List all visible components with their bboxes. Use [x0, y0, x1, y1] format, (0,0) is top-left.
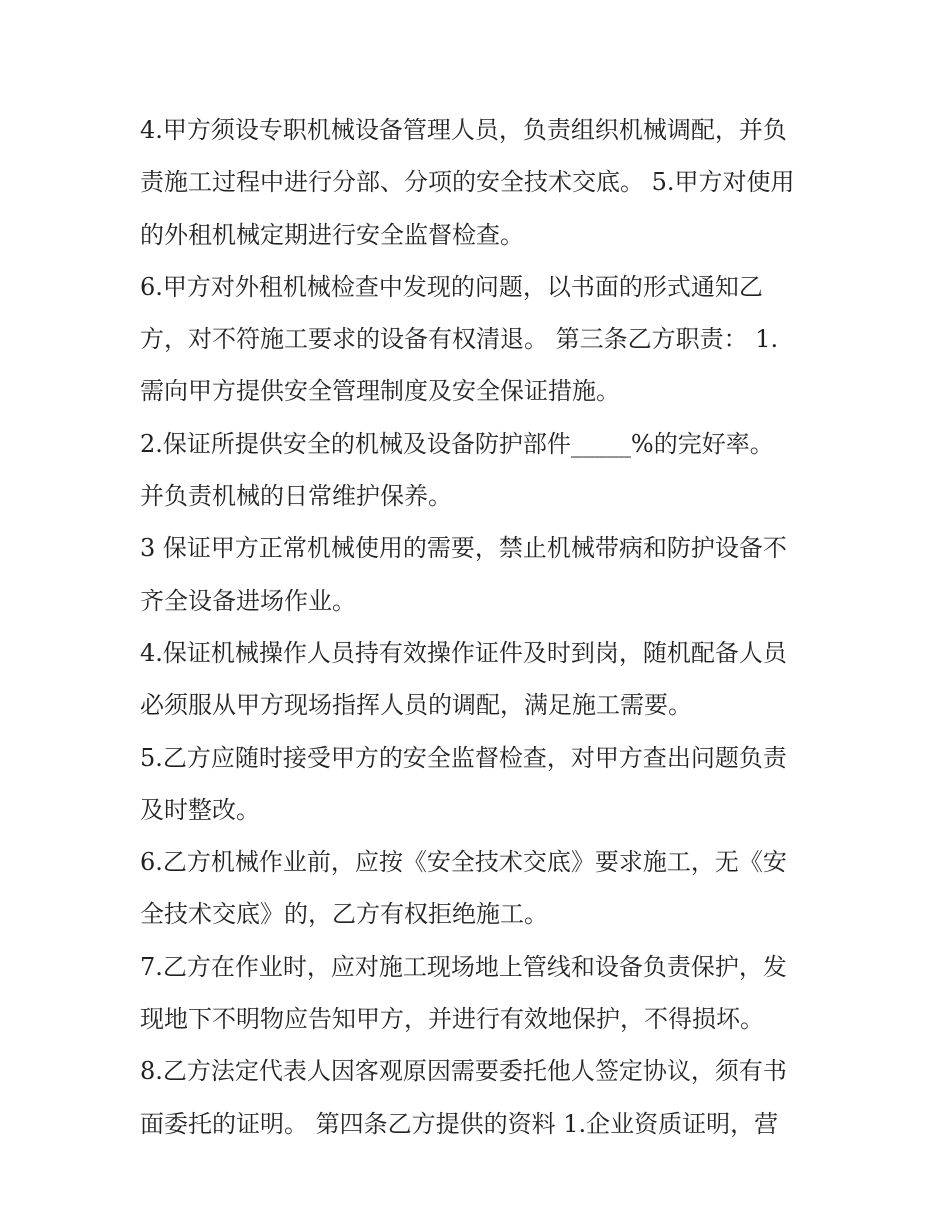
text-line: 责施工过程中进行分部、分项的安全技术交底。 5.甲方对使用: [140, 168, 795, 197]
text-line: 4.甲方须设专职机械设备管理人员，负责组织机械调配，并负: [140, 116, 787, 144]
text-line: 的外租机械定期进行安全监督检查。: [140, 220, 524, 249]
text-line: 方，对不符施工要求的设备有权清退。 第三条乙方职责： 1.: [140, 325, 779, 354]
text-line: 6.乙方机械作业前，应按《安全技术交底》要求施工，无《安: [140, 848, 787, 877]
text-line: 6.甲方对外租机械检查中发现的问题，以书面的形式通知乙: [140, 272, 763, 301]
text-line: 3 保证甲方正常机械使用的需要，禁止机械带病和防护设备不: [140, 534, 787, 563]
text-line: 及时整改。: [140, 795, 260, 824]
text-line: 需向甲方提供安全管理制度及安全保证措施。: [140, 377, 620, 406]
text-line: 4.保证机械操作人员持有效操作证件及时到岗，随机配备人员: [140, 638, 787, 667]
text-line: 全技术交底》的，乙方有权拒绝施工。: [140, 900, 548, 929]
text-line: 5.乙方应随时接受甲方的安全监督检查，对甲方查出问题负责: [140, 743, 787, 772]
text-line: 必须服从甲方现场指挥人员的调配，满足施工需要。: [140, 691, 692, 720]
text-line: 8.乙方法定代表人因客观原因需要委托他人签定协议，须有书: [140, 1057, 787, 1086]
text-line: 并负责机械的日常维护保养。: [140, 482, 452, 511]
document-body: [140, 108, 820, 1154]
text-line: 现地下不明物应告知甲方，并进行有效地保护，不得损坏。: [140, 1005, 764, 1034]
text-line: 面委托的证明。 第四条乙方提供的资料 1.企业资质证明，营: [140, 1109, 779, 1138]
text-line: 7.乙方在作业时，应对施工现场地上管线和设备负责保护，发: [140, 952, 787, 981]
text-line: 齐全设备进场作业。: [140, 586, 356, 615]
text-line: 2.保证所提供安全的机械及设备防护部件_____%的完好率。: [140, 429, 774, 458]
